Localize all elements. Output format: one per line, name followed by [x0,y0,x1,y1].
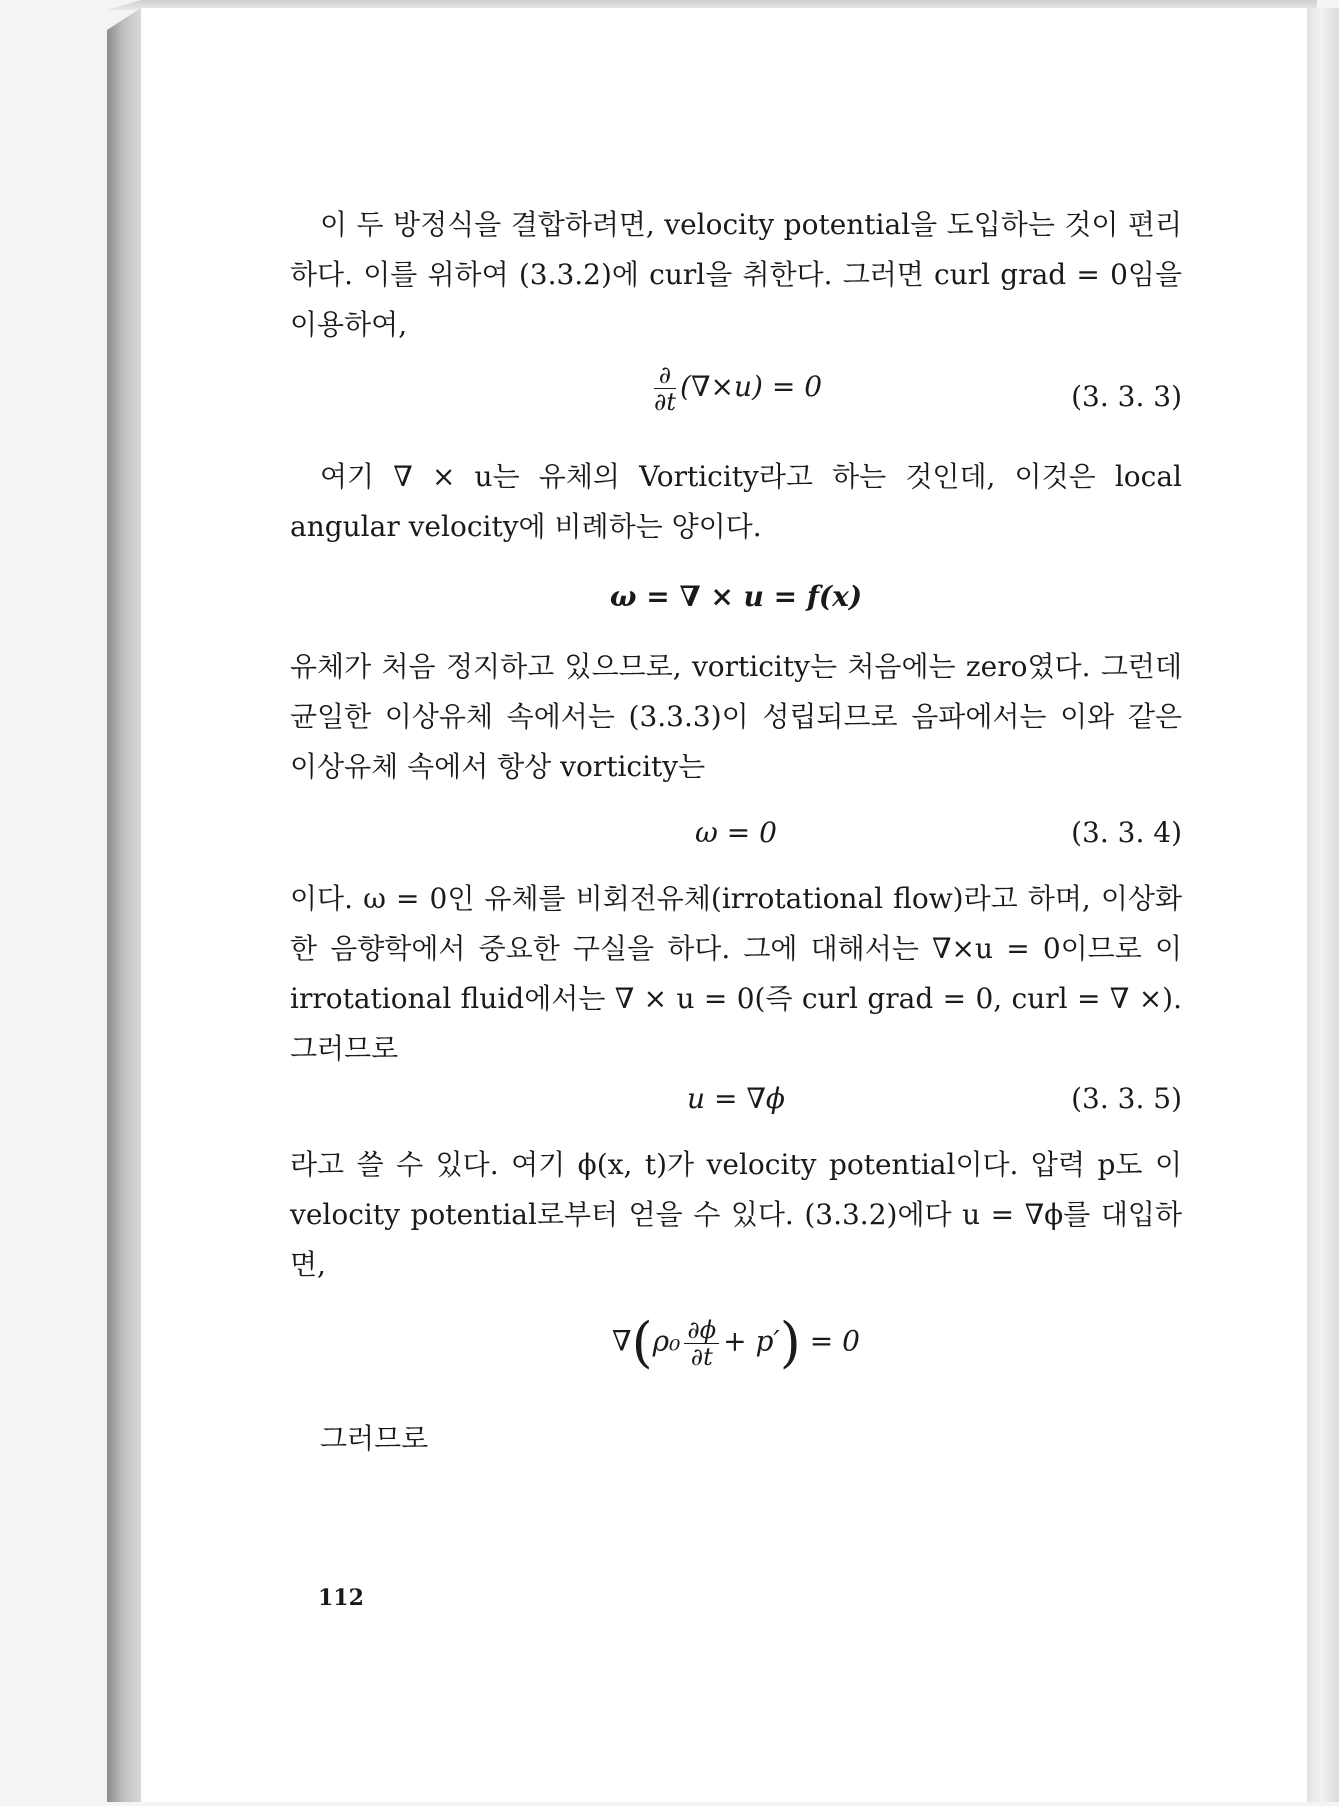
equation-3-3-3-body: (∇×u) = 0 [680,370,823,403]
equation-number: (3. 3. 4) [1071,816,1182,849]
paragraph-3: 유체가 처음 정지하고 있으므로, vorticity는 처음에는 zero였다. 그런데 균일한 이상유체 속에서는 (3.3.3)이 성립되므로 음파에서는 이와 같은 이상유체 속에서 항상 vorticity는 [290,650,1182,783]
equation-3-3-5 [290,1074,1182,1124]
phi-fraction: $\frac{\partial\phi}{\partial t}$ [684,1317,719,1370]
partial-fraction: $\frac{\partial}{\partial t}$ [653,361,677,416]
equation-number: (3. 3. 3) [1071,380,1182,413]
paragraph-1: 이 두 방정식을 결합하려면, velocity potential을 도입하는 것이 편리하다. 이를 위하여 (3.3.2)에 curl을 취한다. 그러면 curl grad = 0임을 이용하여, [290,208,1182,341]
equation-vorticity-body: ω = ∇ × u = f(x) [609,580,863,613]
page-number: 112 [318,1585,364,1611]
paragraph-6: 그러므로 [320,1422,429,1455]
page-edge [1309,8,1339,1802]
paragraph-2: 여기 ∇ × u는 유체의 Vorticity라고 하는 것인데, 이것은 local angular velocity에 비례하는 양이다. [290,460,1182,543]
paragraph-5: 라고 쓸 수 있다. 여기 ϕ(x, t)가 velocity potential이다. 압력 p도 이 velocity potential로부터 얻을 수 있다. (3.3.2)에다 u = ∇ϕ를 대입하면, [290,1148,1182,1281]
equation-vorticity [290,572,1182,622]
equation-3-3-4-body: ω = 0 [695,816,777,849]
page-content [290,200,1182,1464]
book-spine [107,8,141,1802]
equation-pressure: ∇(ρ₀ $\frac{\partial\phi}{\partial t}$ + p′) = 0 [612,1311,860,1374]
equation-3-3-5-body: u = ∇ϕ [687,1082,785,1115]
equation-number: (3. 3. 5) [1071,1082,1182,1115]
equation-3-3-4 [290,808,1182,858]
equation-3-3-3 [290,362,1182,432]
paragraph-4: 이다. ω = 0인 유체를 비회전유체(irrotational flow)라고 하며, 이상화한 음향학에서 중요한 구실을 하다. 그에 대해서는 ∇×u = 0이므로 이 irrotational fluid에서는 ∇ × u = 0(즉 curl grad = 0, curl = ∇ ×). 그러므로 [290,882,1182,1065]
